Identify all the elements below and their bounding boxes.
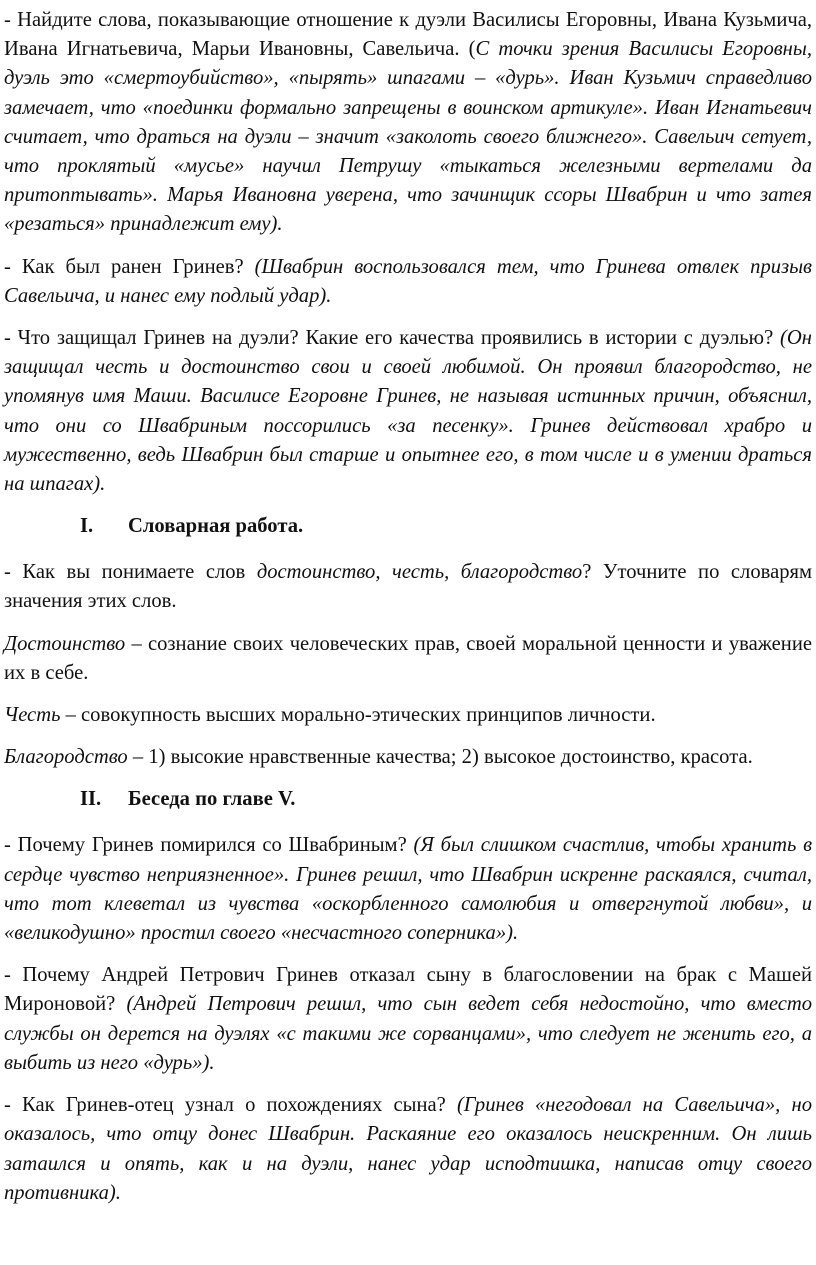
answer-text: (Я был слишком счастлив, чтобы хранить в сердце чувство неприязненное». Гринев решил, что Швабрин искренне раскаялся, считал, что тот клеветал из чувства «оскорбленного самолюбия и отвергнутой любви», и «великодушно» простил своего «несчастного соперника»). [4,834,813,945]
section-title: Словарная работа. [128,515,304,538]
answer-text: С точки зрения Василисы Егоровны, дуэль это «смертоубийство», «пырять» шпагами – «дурь». Иван Кузьмич справедливо замечает, что «поединки формально запрещены в воинском артикуле». Иван Игнатьевич считает, что драться на дуэли – значит «заколоть своего ближнего». Савельич сетует, что проклятый «мусье» научил Петрушу «тыкаться железными вертелами да притоптывать». Марья Ивановна уверена, что зачинщик ссоры Швабрин и что затея «резаться» принадлежит ему). [4,38,812,236]
section-number: II. [80,788,102,811]
definition-term: Честь [4,704,61,727]
question-text: - Почему Андрей Петрович Гринев отказал сыну в благословении на брак с Машей Мироновой? [4,964,812,1016]
question-text: - Как был ранен Гринев? [4,255,255,278]
definition-dignity [4,630,812,688]
answer-text: (Гринев «негодовал на Савельича», но оказалось, что отцу донес Швабрин. Раскаяние его оказалось неискренним. Он лишь затаился и опять, как и на дуэли, нанес удар исподтишка, написав отцу своего противника). [4,1094,813,1204]
question-grinev-defended [4,324,812,499]
question-text: - Как Гринев-отец узнал о похождениях сына? [4,1094,457,1117]
section-heading-vocabulary [4,512,812,541]
answer-text: (Андрей Петрович решил, что сын ведет себя недостойно, что вместо службы он дерется на дуэлях «с такими же сорванцами», что следует не женить его, а выбить из него «дурь»). [4,993,813,1074]
section-title: Беседа по главе V. [128,788,296,811]
question-text: - Что защищал Гринев на дуэли? Какие его качества проявились в истории с дуэлью? [4,327,781,350]
section-heading-discussion [4,785,812,814]
definition-text: – совокупность высших морально-этических принципов личности. [60,704,656,727]
definition-term: Благородство [4,746,128,769]
answer-text: (Он защищал честь и достоинство свои и своей любимой. Он проявил благородство, не упомянув имя Маши. Василисе Егоровне Гринев, не называя истинных причин, объяснил, что они со Швабриным поссорились «за песенку». Гринев действовал храбро и мужественно, ведь Швабрин был старше и опытнее его, в том числе и в умении драться на шпагах). [4,327,812,496]
question-text: - Как вы понимаете слов [4,561,257,584]
question-reconciliation [4,831,812,948]
vocabulary-words: достоинство, честь, благородство [256,561,583,584]
definition-text: – сознание своих человеческих прав, своей моральной ценности и уважение их в себе. [4,632,812,684]
question-text-rest: ? Уточните по словарям значения этих слов. [4,561,813,613]
question-father-learned [4,1091,812,1208]
question-text: - Найдите слова, показывающие отношение к дуэли Василисы Егоровны, Ивана Кузьмича, Ивана Игнатьевича, Марьи Ивановны, Савельича. ( [4,9,812,61]
definition-nobility [4,743,812,772]
definition-text: – 1) высокие нравственные качества; 2) высокое достоинство, красота. [127,746,753,769]
question-duel-attitudes [4,6,812,240]
question-grinev-wounded [4,253,812,311]
question-text: - Почему Гринев помирился со Швабриным? [4,834,414,857]
section-number: I. [80,515,94,538]
definition-honor [4,701,812,730]
answer-text: (Швабрин воспользовался тем, что Гринева отвлек призыв Савельича, и нанес ему подлый удар). [4,255,812,307]
question-word-meanings [4,558,812,616]
definition-term: Достоинство [4,632,126,655]
question-father-refusal [4,961,812,1078]
